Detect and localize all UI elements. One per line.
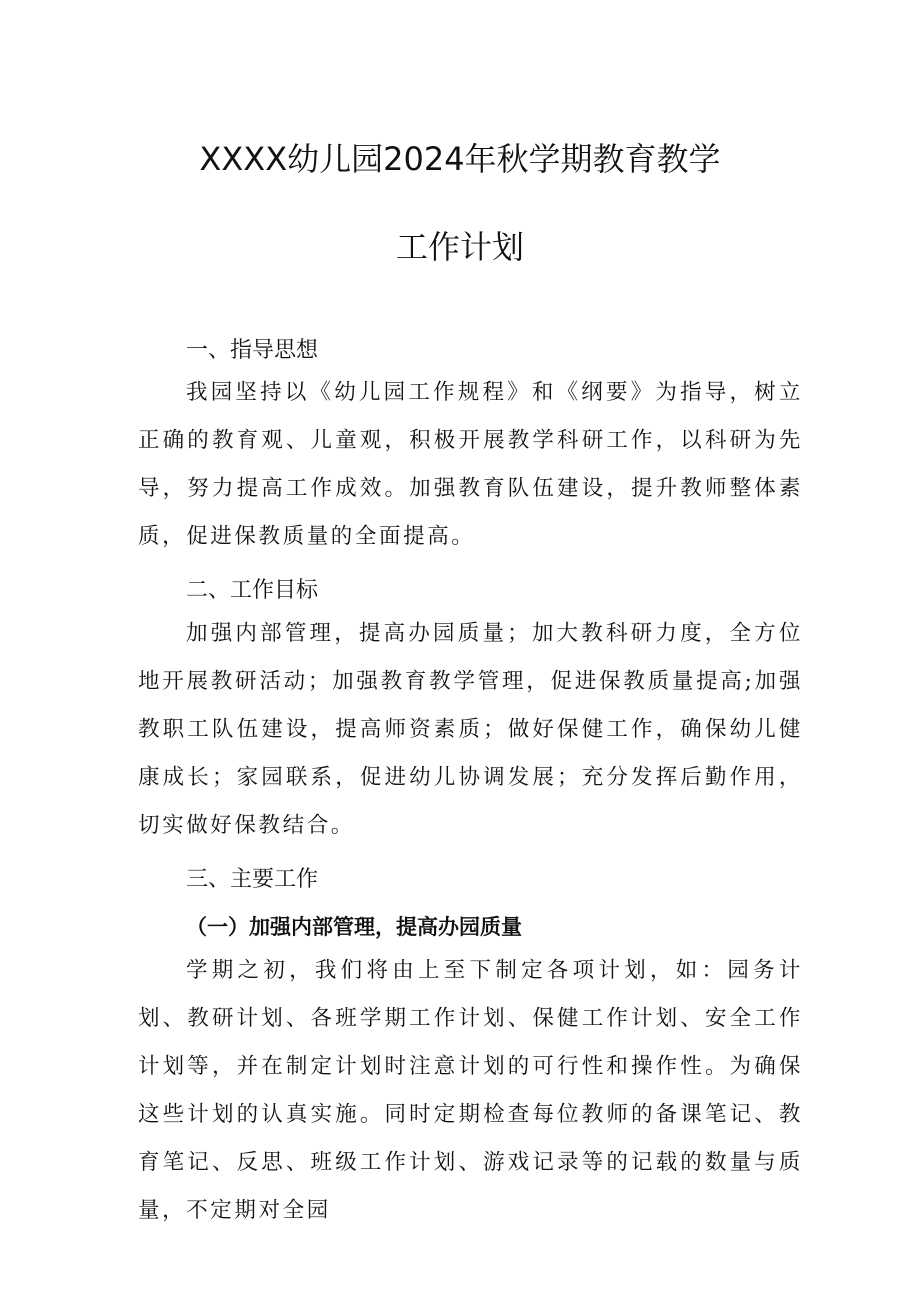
section-subheading-internal-management: （一）加强内部管理，提高办园质量 [186,914,522,939]
section-paragraph-work-goals: 加强内部管理，提高办园质量；加大教科研力度，全方位地开展教研活动；加强教育教学管理，促进保教质量提高;加强教职工队伍建设，提高师资素质；做好保健工作，确保幼儿健康成长；家园联系，促进幼儿协调发展；充分发挥后勤作用，切实做好保教结合。 [138,621,803,838]
section-heading-main-work: 三、主要工作 [186,867,319,892]
document-title-line-2: 工作计划 [395,228,524,266]
section-paragraph-internal-management: 学期之初，我们将由上至下制定各项计划，如：园务计划、教研计划、各班学期工作计划、保健工作计划、安全工作计划等，并在制定计划时注意计划的可行性和操作性。为确保这些计划的认真实施。同时定期检查每位教师的备课笔记、教育笔记、反思、班级工作计划、游戏记录等的记载的数量与质量，不定期对全园 [138,958,803,1223]
section-heading-work-goals: 二、工作目标 [186,578,319,603]
section-paragraph-guiding-ideology: 我园坚持以《幼儿园工作规程》和《纲要》为指导，树立正确的教育观、儿童观，积极开展教学科研工作，以科研为先导，努力提高工作成效。加强教育队伍建设，提升教师整体素质，促进保教质量的全面提高。 [138,380,803,549]
section-heading-guiding-ideology: 一、指导思想 [186,338,319,363]
document-title-line-1: XXXX幼儿园2024年秋学期教育教学 [199,140,721,178]
